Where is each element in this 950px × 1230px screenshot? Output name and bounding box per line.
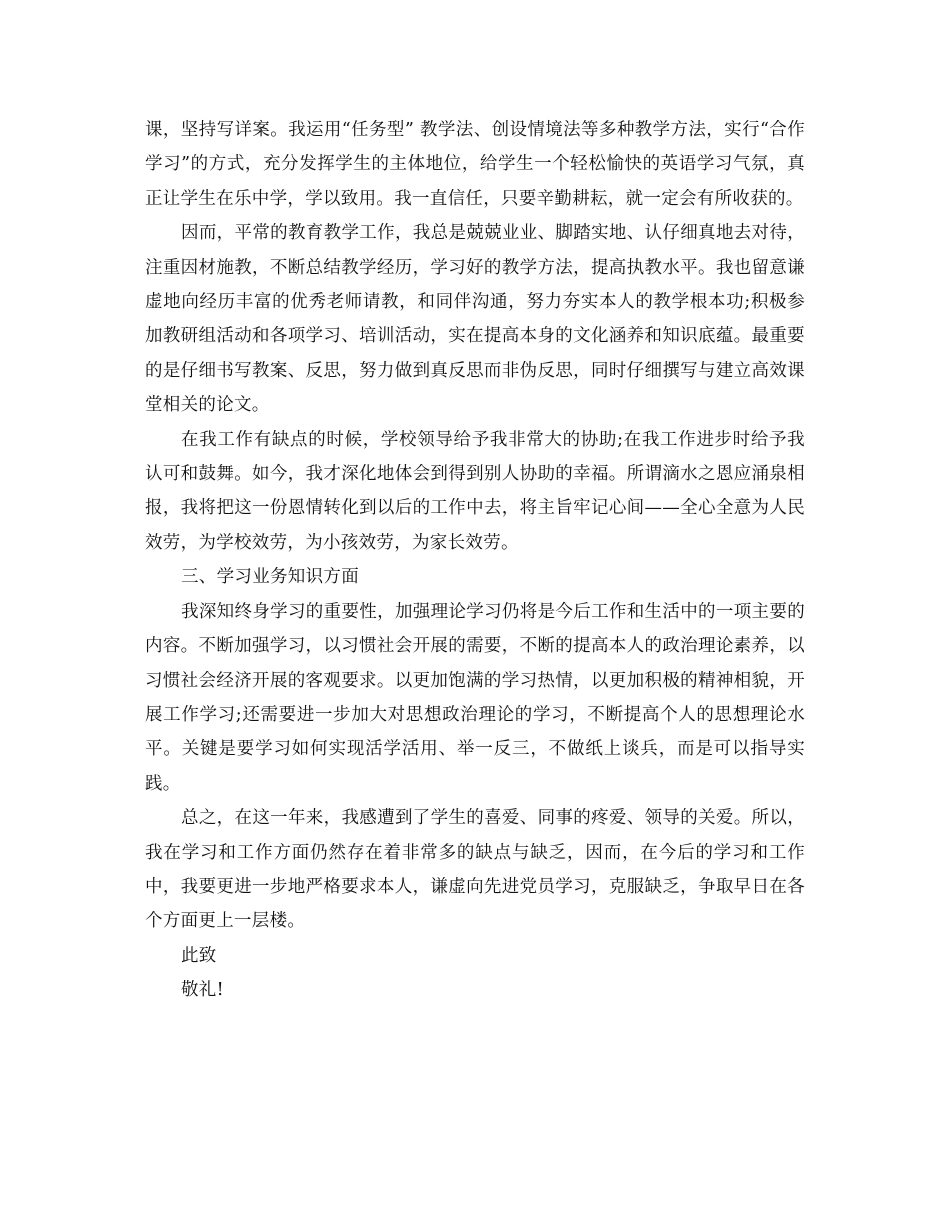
document-body (145, 113, 805, 1008)
closing-salutation: 此致 (181, 945, 217, 966)
section-heading: 三、学习业务知识方面 (181, 567, 359, 588)
closing-regards: 敬礼! (181, 980, 224, 1001)
paragraph-1: 课，坚持写详案。我运用“任务型” 教学法、创设情境法等多种教学方法，实行“合作学习”的方式，充分发挥学生的主体地位，给学生一个轻松愉快的英语学习气氛，真正让学生在乐中学，学以致用。我一直信任，只要辛勤耕耘，就一定会有所收获的。 (145, 120, 805, 209)
paragraph-5: 总之，在这一年来，我感遭到了学生的喜爱、同事的疼爱、领导的关爱。所以，我在学习和工作方面仍然存在着非常多的缺点与缺乏，因而，在今后的学习和工作中，我要更进一步地严格要求本人，谦虚向先进党员学习，克服缺乏，争取早日在各个方面更上一层楼。 (145, 808, 805, 932)
paragraph-2: 因而，平常的教育教学工作，我总是兢兢业业、脚踏实地、认仔细真地去对待，注重因材施教，不断总结教学经历，学习好的教学方法，提高执教水平。我也留意谦虚地向经历丰富的优秀老师请教，和同伴沟通，努力夯实本人的教学根本功;积极参加教研组活动和各项学习、培训活动，实在提高本身的文化涵养和知识底蕴。最重要的是仔细书写教案、反思，努力做到真反思而非伪反思，同时仔细撰写与建立高效课堂相关的论文。 (145, 223, 805, 416)
paragraph-3: 在我工作有缺点的时候，学校领导给予我非常大的协助;在我工作进步时给予我认可和鼓舞。如今，我才深化地体会到得到别人协助的幸福。所谓滴水之恩应涌泉相报，我将把这一份恩情转化到以后的工作中去，将主旨牢记心间——全心全意为人民效劳，为学校效劳，为小孩效劳，为家长效劳。 (145, 429, 805, 553)
paragraph-4: 我深知终身学习的重要性，加强理论学习仍将是今后工作和生活中的一项主要的内容。不断加强学习，以习惯社会开展的需要，不断的提高本人的政治理论素养，以习惯社会经济开展的客观要求。以更加饱满的学习热情，以更加积极的精神相貌，开展工作学习;还需要进一步加大对思想政治理论的学习，不断提高个人的思想理论水平。关键是要学习如何实现活学活用、举一反三，不做纸上谈兵，而是可以指导实践。 (145, 601, 805, 794)
